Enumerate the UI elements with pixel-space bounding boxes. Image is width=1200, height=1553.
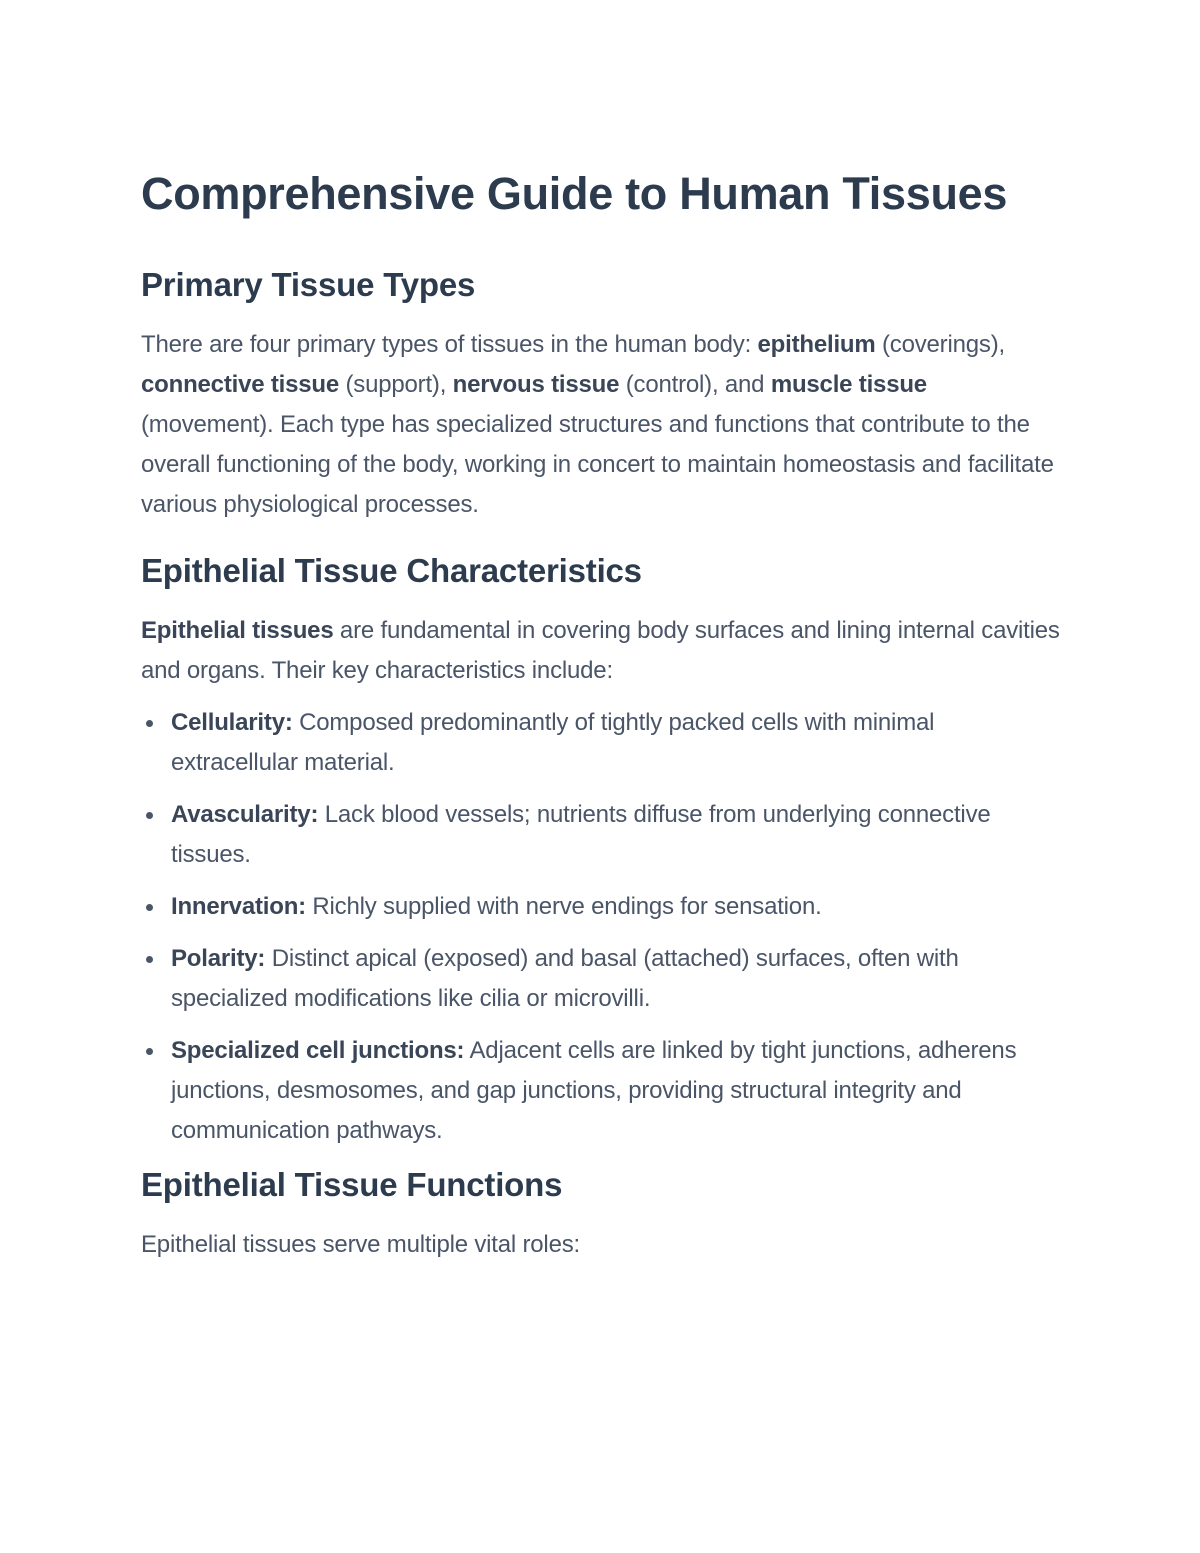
list-item: [171, 939, 1061, 1019]
document-page: [141, 162, 1061, 1265]
text-span: (support),: [339, 371, 453, 398]
text-span: (control), and: [619, 371, 771, 398]
list-item-text: Lack blood vessels; nutrients diffuse from underlying connective tissues.: [171, 801, 991, 868]
bold-term: muscle tissue: [770, 371, 927, 398]
list-item: [171, 703, 1061, 783]
characteristics-list: [141, 703, 1061, 1151]
text-span: are fundamental in covering body surfaces and lining internal cavities and organs. Their key characteristics include:: [141, 617, 1060, 684]
section-heading-epithelial-functions: Epithelial Tissue Functions: [141, 1166, 563, 1203]
bold-term: Epithelial tissues: [141, 617, 334, 644]
paragraph: [141, 1225, 1061, 1265]
list-item-term: Innervation:: [171, 893, 306, 920]
bold-term: nervous tissue: [452, 371, 620, 398]
list-item-term: Cellularity:: [171, 709, 293, 736]
section-heading-epithelial-characteristics: Epithelial Tissue Characteristics: [141, 552, 642, 589]
section-heading-primary-tissue-types: Primary Tissue Types: [141, 266, 476, 303]
bold-term: epithelium: [757, 331, 876, 358]
list-item-text: Richly supplied with nerve endings for sensation.: [305, 893, 822, 920]
page-title: Comprehensive Guide to Human Tissues: [141, 168, 1008, 219]
list-item-text: Composed predominantly of tightly packed cells with minimal extracellular material.: [171, 709, 935, 776]
list-item: [171, 887, 1061, 927]
bold-term: connective tissue: [141, 371, 340, 398]
text-span: There are four primary types of tissues in the human body:: [141, 331, 758, 358]
list-item: [171, 795, 1061, 875]
list-item-text: Distinct apical (exposed) and basal (attached) surfaces, often with specialized modifications like cilia or microvilli.: [171, 945, 959, 1012]
list-item-term: Polarity:: [171, 945, 266, 972]
list-item-text: Adjacent cells are linked by tight junctions, adherens junctions, desmosomes, and gap junctions, providing structural integrity and communication pathways.: [171, 1037, 1017, 1144]
list-item: [171, 1031, 1061, 1151]
text-span: (coverings),: [875, 331, 1005, 358]
text-span: Epithelial tissues serve multiple vital roles:: [141, 1231, 580, 1258]
list-item-term: Specialized cell junctions:: [171, 1037, 465, 1064]
text-span: (movement). Each type has specialized structures and functions that contribute to the overall functioning of the body, working in concert to maintain homeostasis and facilitate various physiological processes.: [141, 411, 1054, 518]
paragraph: [141, 325, 1061, 525]
paragraph: [141, 611, 1061, 691]
list-item-term: Avascularity:: [171, 801, 319, 828]
